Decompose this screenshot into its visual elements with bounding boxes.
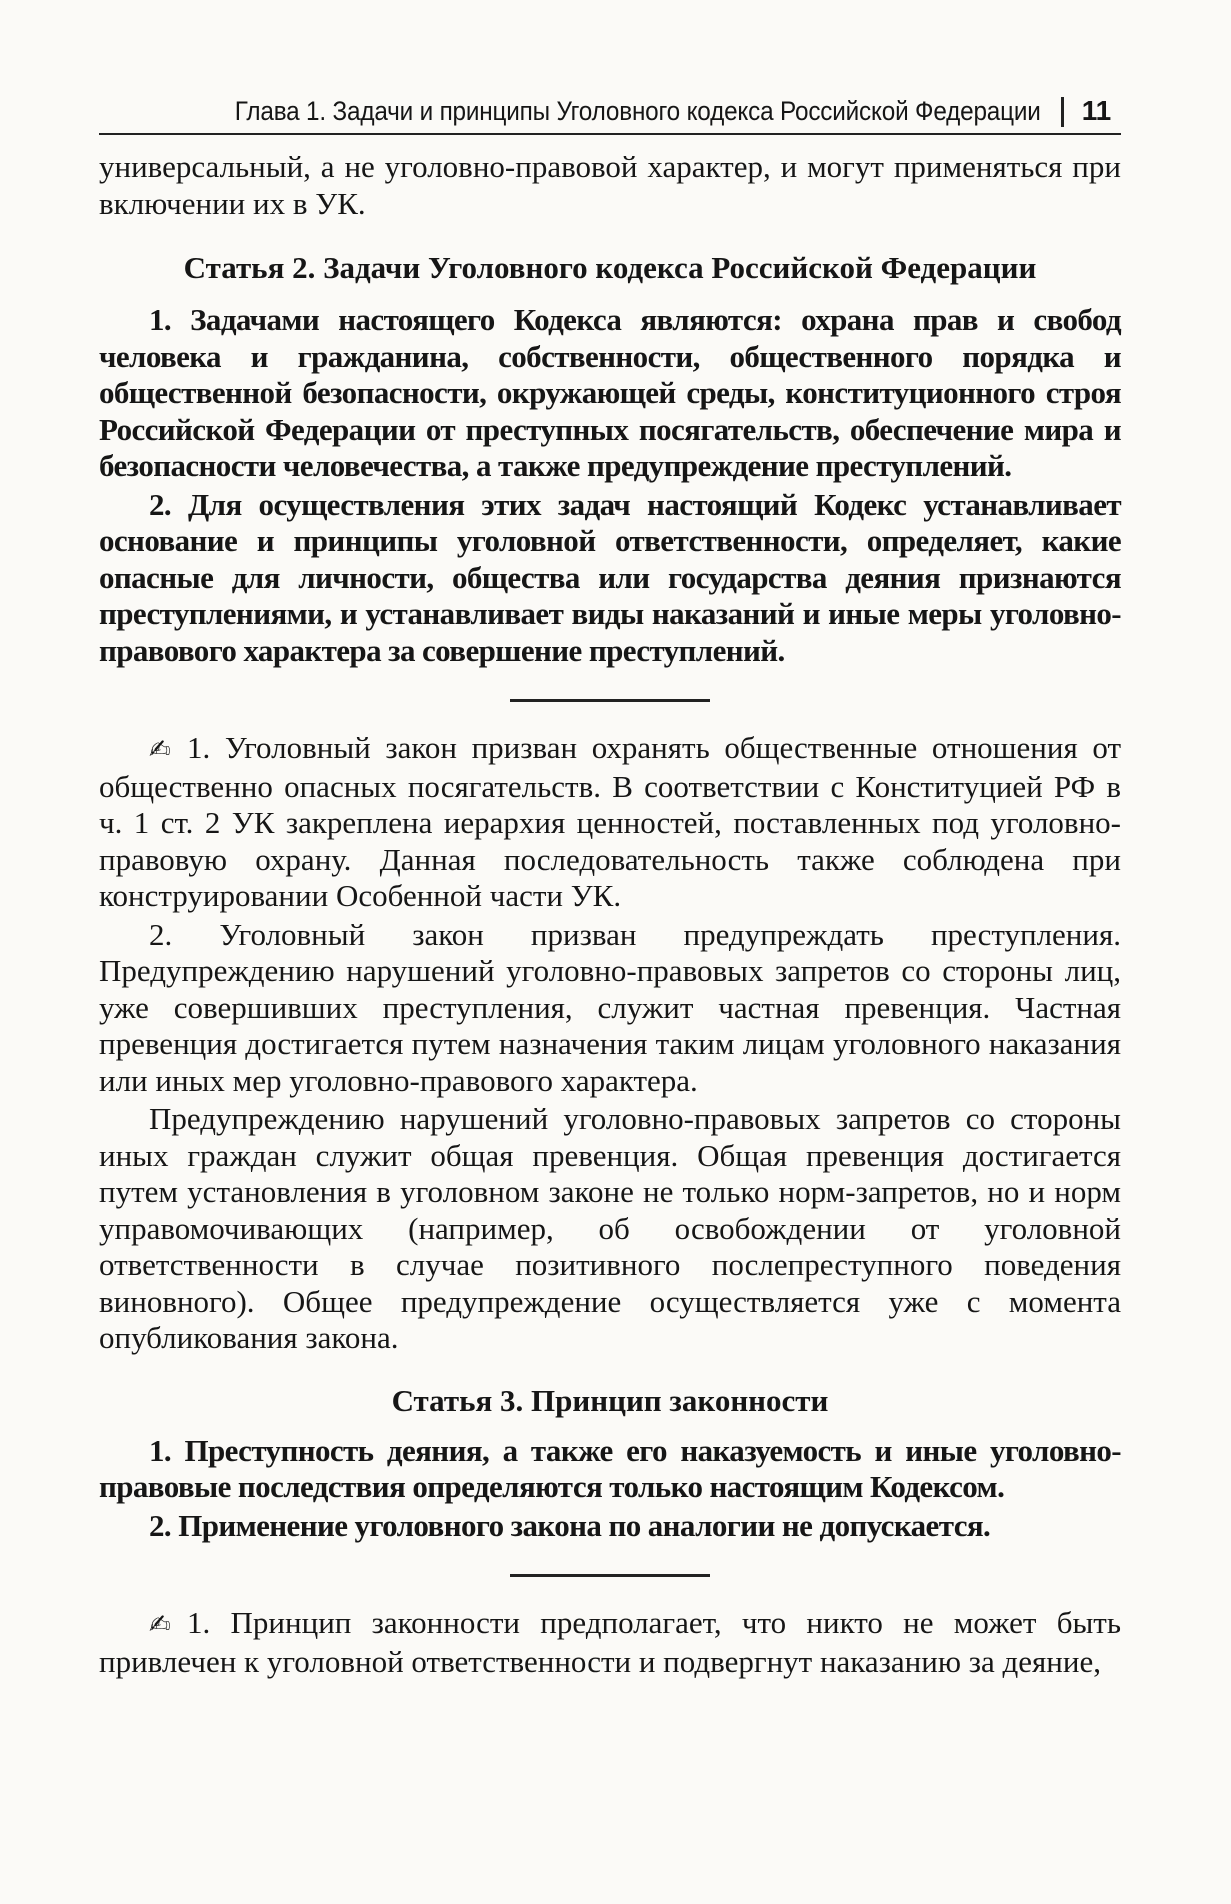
commentary-2-paragraph-3: Предупреждению нарушений уголовно-правовых запретов со стороны иных граждан служит общая превенция. Общая превенция достигается путем установления в уголовном законе не только норм-запретов, но и норм управомочивающих (например, об освобождении от уголовной ответственности в случае позитивного послепреступного поведения виновного). Общее предупреждение осуществляется уже с момента опубликования закона.: [99, 1101, 1121, 1355]
header-separator: [1061, 97, 1064, 127]
chapter-title: Глава 1. Задачи и принципы Уголовного кодекса Российской Федерации: [235, 96, 1041, 126]
pencil-note-icon: ✍: [149, 735, 171, 765]
section-divider: [510, 1574, 710, 1577]
page-number: 11: [1081, 95, 1111, 126]
commentary-3-paragraph-1: [99, 1605, 1121, 1680]
commentary-2-paragraph-2: 2. Уголовный закон призван предупреждать преступления. Предупреждению нарушений уголовно-правовых запретов со стороны лиц, уже совершивших преступления, служит частная превенция. Частная превенция достигается путем назначения таким лицам уголовного наказания или иных мер уголовно-правового характера.: [99, 916, 1121, 1098]
commentary-2-paragraph-1-text: 1. Уголовный закон призван охранять общественные отношения от общественно опасных посягательств. В соответствии с Конституцией РФ в ч. 1 ст. 2 УК закреплена иерархия ценностей, поставленных под уголовно-правовую охрану. Данная последовательность также соблюдена при конструировании Особенной части УК.: [99, 730, 1121, 913]
running-header: [99, 95, 1121, 135]
article-2-part-1: 1. Задачами настоящего Кодекса являются: охрана прав и свобод человека и гражданина, собственности, общественного порядка и общественной безопасности, окружающей среды, конституционного строя Российской Федерации от преступных посягательств, обеспечение мира и безопасности человечества, а также предупреждение преступлений.: [99, 302, 1121, 483]
book-page: [99, 95, 1121, 1680]
article-3-part-1: 1. Преступность деяния, а также его наказуемость и иные уголовно-правовые последствия определяются только настоящим Кодексом.: [99, 1432, 1121, 1504]
article-2-part-2: 2. Для осуществления этих задач настоящий Кодекс устанавливает основание и принципы уголовной ответственности, определяет, какие опасные для личности, общества или государства деяния признаются преступлениями, и устанавливает виды наказаний и иные меры уголовно-правового характера за совершение преступлений.: [99, 486, 1121, 668]
pencil-note-icon: ✍: [149, 1610, 171, 1640]
article-2-title: Статья 2. Задачи Уголовного кодекса Российской Федерации: [183, 250, 1037, 285]
commentary-3-paragraph-1-text: 1. Принцип законности предполагает, что никто не может быть привлечен к уголовной ответственности и подвергнут наказанию за деяние,: [99, 1605, 1121, 1679]
commentary-2-paragraph-1: [99, 730, 1121, 915]
intro-paragraph: универсальный, а не уголовно-правовой характер, и могут применяться при включении их в УК.: [99, 149, 1121, 221]
article-3-title: Статья 3. Принцип законности: [391, 1382, 829, 1418]
article-3-part-2: 2. Применение уголовного закона по аналогии не допускается.: [149, 1507, 991, 1543]
section-divider: [510, 699, 710, 702]
